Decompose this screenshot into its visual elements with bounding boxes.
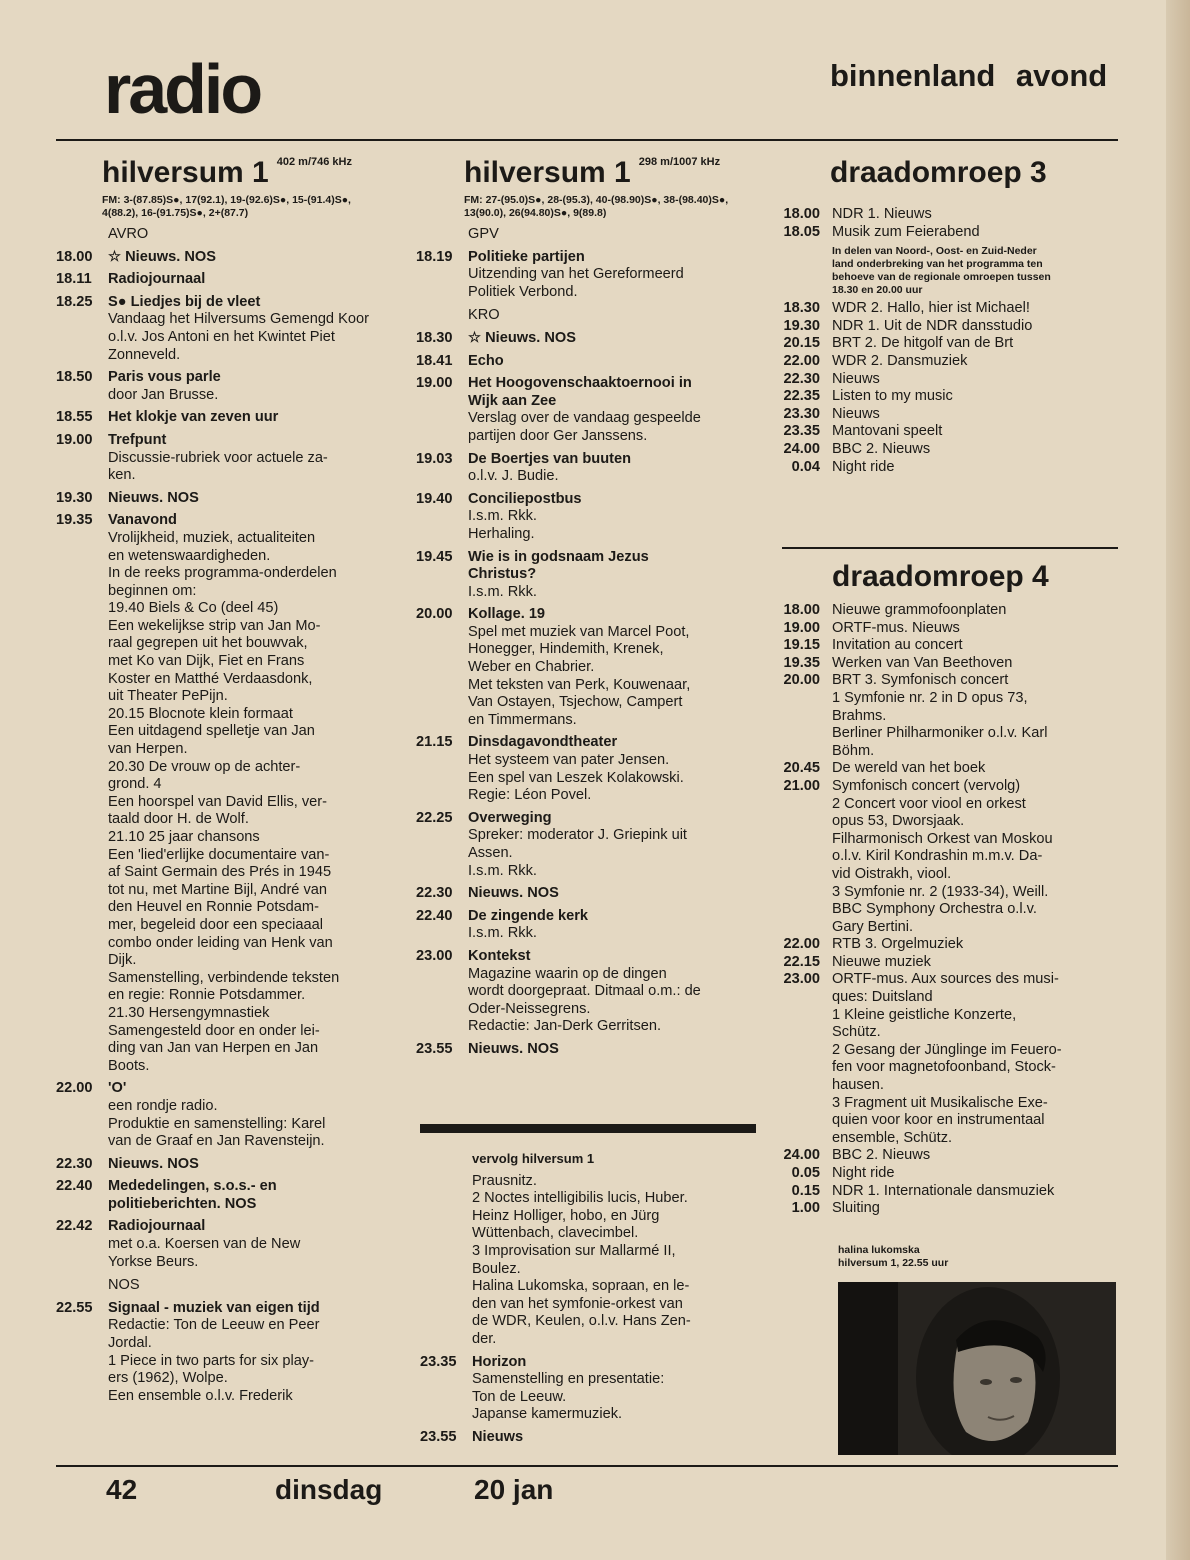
program-description: Nieuwe muziek xyxy=(832,953,931,970)
program-entry xyxy=(780,778,1120,936)
program-time: 20.15 xyxy=(783,335,820,352)
program-entry xyxy=(56,1178,376,1213)
broadcaster-label: NOS xyxy=(108,1277,140,1294)
program-time: 20.00 xyxy=(783,672,820,689)
program-entry xyxy=(780,388,1120,406)
program-list xyxy=(416,226,761,1059)
station-title: hilversum 1 xyxy=(464,156,631,189)
program-description: De wereld van het boek xyxy=(832,760,986,777)
program-description: WDR 2. Dansmuziek xyxy=(832,352,968,369)
program-description: Werken van Van Beethoven xyxy=(832,654,1013,671)
program-time: 22.42 xyxy=(56,1218,93,1235)
program-entry xyxy=(780,353,1120,371)
program-entry xyxy=(780,971,1120,1147)
program-description: door Jan Brusse. xyxy=(108,386,219,403)
program-title: De zingende kerk xyxy=(468,907,589,924)
program-description: ORTF-mus. Aux sources des musi- ques: Duitsland 1 Kleine geistliche Konzerte, Schütz. 2 Gesang der Jünglinge im Feuero- fen voor magnetofoonband, Stock- hausen. 3 Fragment uit Musikalische Exe- quien voor koor en instrumentaal ensemble, Schütz. xyxy=(832,971,1062,1146)
program-description: Spel met muziek van Marcel Poot, Honegger, Hindemith, Krenek, Weber en Chabrier. Met teksten van Perk, Kouwenaar, Van Ostayen, Tsjechow, Campert en Timmermans. xyxy=(468,623,691,728)
program-entry xyxy=(416,810,761,880)
program-time: 19.00 xyxy=(783,619,820,636)
program-time: 19.40 xyxy=(416,490,453,507)
program-time: 18.55 xyxy=(56,409,93,426)
program-description: Musik zum Feierabend xyxy=(832,223,980,240)
program-time: 18.00 xyxy=(56,248,93,265)
program-time: 18.00 xyxy=(783,206,820,222)
program-description: BRT 2. De hitgolf van de Brt xyxy=(832,335,1014,352)
program-description: Sluiting xyxy=(832,1200,880,1217)
page-title: radio xyxy=(104,50,261,128)
program-time: 19.35 xyxy=(783,654,820,671)
program-entry xyxy=(416,908,761,943)
program-description: Het systeem van pater Jensen. Een spel van Leszek Kolakowski. Regie: Léon Povel. xyxy=(468,752,684,804)
frequency: 298 m/1007 kHz xyxy=(638,156,721,168)
program-title: Kollage. 19 xyxy=(468,606,546,623)
program-title: Het klokje van zeven uur xyxy=(108,409,279,426)
program-title: Radiojournaal xyxy=(108,271,206,288)
station-title: draadomroep 4 xyxy=(832,560,1049,593)
program-entry xyxy=(416,451,761,486)
program-description: Symfonisch concert (vervolg) 2 Concert voor viool en orkest opus 53, Dworsjaak. Filharmonisch Orkest van Moskou o.l.v. Kiril Kondrashin m.m.v. Da- vid Oistrakh, viool. 3 Symfonie nr. 2 (1933-34), Weill. BBC Symphony Orchestra o.l.v. Gary Bertini. xyxy=(832,777,1053,935)
column-divider-bar xyxy=(420,1124,756,1133)
program-entry xyxy=(56,409,376,427)
program-time: 19.30 xyxy=(56,489,93,506)
program-title: Politieke partijen xyxy=(468,248,585,265)
program-title: Radiojournaal xyxy=(108,1218,206,1235)
program-description: Night ride xyxy=(832,458,895,475)
program-description: Nieuws xyxy=(832,405,880,422)
section-heading: binnenland avond xyxy=(830,58,1108,93)
program-time: 18.30 xyxy=(416,329,453,346)
program-entry xyxy=(780,206,1120,224)
program-description: met o.a. Koersen van de New Yorkse Beurs. xyxy=(108,1236,301,1270)
fm-frequencies: FM: 3-(87.85)S●, 17(92.1), 19-(92.6)S●, 15-(91.4)S●, 4(88.2), 16-(91.75)S●, 2+(87.7) xyxy=(102,194,351,219)
program-description: Vandaag het Hilversums Gemengd Koor o.l.v. Jos Antoni en het Kwintet Piet Zonneveld. xyxy=(108,311,369,363)
program-description: Magazine waarin op de dingen wordt doorgepraat. Ditmaal o.m.: de Oder-Neissegrens. Redactie: Jan-Derk Gerritsen. xyxy=(468,965,701,1035)
program-time: 1.00 xyxy=(791,1200,820,1217)
program-entry xyxy=(56,1218,376,1271)
program-time: 19.03 xyxy=(416,450,453,467)
program-entry xyxy=(420,1429,765,1447)
program-time: 21.15 xyxy=(416,734,453,751)
continued-list xyxy=(420,1173,765,1447)
program-time: 23.30 xyxy=(783,405,820,422)
program-time: 20.45 xyxy=(783,760,820,777)
page-edge xyxy=(1166,0,1190,1560)
column-draadomroep-3 xyxy=(780,158,1120,476)
program-time: 19.45 xyxy=(416,548,453,565)
program-title: Conciliepostbus xyxy=(468,490,582,507)
program-entry xyxy=(780,936,1120,954)
program-entry xyxy=(780,441,1120,459)
program-entry xyxy=(780,760,1120,778)
program-description: I.s.m. Rkk. xyxy=(468,925,537,942)
program-description: Verslag over de vandaag gespeelde partijen door Ger Janssens. xyxy=(468,410,701,444)
program-entry xyxy=(780,1147,1120,1165)
program-entry xyxy=(780,672,1120,760)
program-entry xyxy=(780,371,1120,389)
program-time: 22.30 xyxy=(56,1155,93,1172)
program-title: Signaal - muziek van eigen tijd xyxy=(108,1299,320,1316)
program-description: Listen to my music xyxy=(832,388,953,405)
program-time: 20.00 xyxy=(416,606,453,623)
program-description: I.s.m. Rkk. xyxy=(468,583,537,600)
program-title: Trefpunt xyxy=(108,431,167,448)
program-title: Het Hoogovenschaaktoernooi in Wijk aan Zee xyxy=(468,375,692,409)
program-description: WDR 2. Hallo, hier ist Michael! xyxy=(832,300,1030,317)
program-entry xyxy=(56,369,376,404)
program-description: Night ride xyxy=(832,1165,895,1181)
program-time: 0.15 xyxy=(791,1182,820,1199)
program-entry xyxy=(780,459,1120,477)
program-title: Nieuws. NOS xyxy=(108,489,199,506)
program-entry xyxy=(780,318,1120,336)
program-time: 22.00 xyxy=(783,936,820,953)
program-time: 22.40 xyxy=(416,907,453,924)
program-time: 18.00 xyxy=(783,602,820,618)
bottom-rule xyxy=(56,1465,1118,1467)
program-entry xyxy=(780,423,1120,441)
program-entry xyxy=(780,637,1120,655)
program-entry xyxy=(420,1354,765,1424)
program-entry xyxy=(56,294,376,364)
program-time: 19.35 xyxy=(56,512,93,529)
program-entry xyxy=(780,602,1120,620)
program-description: Samenstelling en presentatie: Ton de Leeuw. Japanse kamermuziek. xyxy=(472,1371,665,1423)
program-list xyxy=(780,602,1120,1218)
program-time: 19.30 xyxy=(783,317,820,334)
program-title: Wie is in godsnaam Jezus Christus? xyxy=(468,548,649,583)
program-list xyxy=(780,206,1120,476)
program-title: Mededelingen, s.o.s.- en politieberichten. NOS xyxy=(108,1178,277,1212)
program-title: Horizon xyxy=(472,1353,527,1370)
program-entry xyxy=(416,375,761,445)
program-time: 18.41 xyxy=(416,352,453,369)
program-description: Discussie-rubriek voor actuele za- ken. xyxy=(108,449,328,484)
continued-heading: vervolg hilversum 1 xyxy=(472,1151,595,1166)
program-time: 24.00 xyxy=(783,1147,820,1164)
program-time: 18.11 xyxy=(56,271,92,288)
program-entry xyxy=(56,1080,376,1150)
program-description: I.s.m. Rkk. Herhaling. xyxy=(468,508,537,542)
program-description: BBC 2. Nieuws xyxy=(832,440,931,457)
program-time: 23.55 xyxy=(420,1428,457,1445)
continued-hilversum-1 xyxy=(420,1150,765,1447)
program-description: Prausnitz. 2 Noctes intelligibilis lucis, Huber. Heinz Holliger, hobo, en Jürg Wüttenbach, clavecimbel. 3 Improvisation sur Mallarmé II, Boulez. Halina Lukomska, sopraan, en le- den van het symfonie-orkest van de WDR, Keulen, o.l.v. Hans Zen- der. xyxy=(472,1172,691,1347)
program-description: Redactie: Ton de Leeuw en Peer Jordal. 1 Piece in two parts for six play- ers (1962), Wolpe. Een ensemble o.l.v. Frederik xyxy=(108,1317,320,1404)
column-draadomroep-4 xyxy=(780,562,1120,1218)
program-entry xyxy=(56,490,376,508)
program-title: Nieuws. NOS xyxy=(468,885,559,902)
column-hilversum-1-second xyxy=(416,158,761,1059)
program-entry xyxy=(780,1165,1120,1183)
program-title: Dinsdagavondtheater xyxy=(468,734,618,751)
program-entry xyxy=(420,1173,765,1349)
program-title: Paris vous parle xyxy=(108,369,221,386)
program-title: De Boertjes van buuten xyxy=(468,450,631,467)
program-time: 21.00 xyxy=(783,777,820,794)
program-time: 22.35 xyxy=(783,388,820,405)
program-description: BRT 3. Symfonisch concert 1 Symfonie nr. 2 in D opus 73, Brahms. Berliner Philharmoniker o.l.v. Karl Böhm. xyxy=(832,672,1048,759)
program-entry xyxy=(416,330,761,348)
station-title: hilversum 1 xyxy=(102,156,269,189)
program-title: ☆ Nieuws. NOS xyxy=(468,329,576,346)
program-description: Mantovani speelt xyxy=(832,423,943,440)
program-title: Nieuws. NOS xyxy=(468,1040,559,1057)
program-time: 23.00 xyxy=(783,971,820,988)
footer-date: 20 jan xyxy=(474,1474,554,1505)
broadcaster-label: KRO xyxy=(468,307,500,324)
program-time: 18.05 xyxy=(783,223,820,240)
schedule-note: In delen van Noord-, Oost- en Zuid-Neder land onderbreking van het programma ten behoeve van de regionale omroepen tussen 18.30 en 20.00 uur xyxy=(832,245,1051,297)
program-description: ORTF-mus. Nieuws xyxy=(832,619,960,636)
program-entry xyxy=(780,406,1120,424)
program-description: een rondje radio. Produktie en samenstelling: Karel van de Graaf en Jan Ravensteijn. xyxy=(108,1097,326,1150)
caption-detail: hilversum 1, 22.55 uur xyxy=(838,1257,949,1269)
program-time: 22.55 xyxy=(56,1299,93,1316)
program-description: Nieuwe grammofoonplaten xyxy=(832,602,1007,618)
program-description: Invitation au concert xyxy=(832,637,963,654)
page-number: 42 xyxy=(106,1474,138,1505)
program-time: 22.30 xyxy=(416,885,453,902)
program-time: 19.00 xyxy=(56,431,93,448)
program-time: 23.00 xyxy=(416,947,453,964)
program-time: 18.30 xyxy=(783,300,820,317)
program-title: Echo xyxy=(468,352,504,369)
program-time: 23.35 xyxy=(420,1353,457,1370)
photo-caption xyxy=(838,1244,948,1270)
program-time: 19.00 xyxy=(416,375,453,392)
program-entry xyxy=(56,432,376,485)
top-rule xyxy=(56,139,1118,141)
program-entry xyxy=(416,1041,761,1059)
section-rule xyxy=(782,547,1118,549)
frequency: 402 m/746 kHz xyxy=(276,156,352,168)
program-entry xyxy=(416,606,761,729)
program-list xyxy=(56,226,376,1405)
program-description: Spreker: moderator J. Griepink uit Assen. I.s.m. Rkk. xyxy=(468,827,687,879)
program-description: NDR 1. Nieuws xyxy=(832,206,932,222)
broadcaster-label: AVRO xyxy=(108,226,149,242)
program-time: 22.30 xyxy=(783,370,820,387)
program-title: Overweging xyxy=(468,809,552,826)
program-description: Uitzending van het Gereformeerd Politiek Verbond. xyxy=(468,266,684,300)
program-entry xyxy=(780,1183,1120,1201)
program-time: 22.25 xyxy=(416,809,453,826)
program-time: 18.25 xyxy=(56,293,93,310)
program-time: 22.15 xyxy=(783,953,820,970)
caption-name: halina lukomska xyxy=(838,1244,920,1256)
program-entry xyxy=(416,734,761,804)
program-entry xyxy=(416,353,761,371)
program-entry xyxy=(780,954,1120,972)
portrait-photo xyxy=(838,1282,1116,1455)
program-time: 18.19 xyxy=(416,248,453,265)
broadcaster-label: GPV xyxy=(468,226,499,242)
program-time: 22.40 xyxy=(56,1178,93,1195)
program-entry xyxy=(780,335,1120,353)
program-title: S● Liedjes bij de vleet xyxy=(108,293,261,310)
program-time: 19.15 xyxy=(783,637,820,654)
program-entry xyxy=(56,512,376,1075)
station-title: draadomroep 3 xyxy=(830,156,1047,189)
program-entry xyxy=(416,948,761,1036)
program-description: NDR 1. Internationale dansmuziek xyxy=(832,1182,1055,1199)
program-entry xyxy=(780,655,1120,673)
program-entry xyxy=(416,549,761,602)
program-time: 0.04 xyxy=(791,458,820,475)
program-entry xyxy=(416,885,761,903)
program-time: 23.55 xyxy=(416,1040,453,1057)
program-title: Nieuws xyxy=(472,1428,524,1445)
program-title: ☆ Nieuws. NOS xyxy=(108,248,216,265)
program-time: 18.50 xyxy=(56,369,93,386)
program-entry xyxy=(416,491,761,544)
portrait-image xyxy=(838,1282,1116,1455)
program-entry xyxy=(56,249,376,267)
program-description: NDR 1. Uit de NDR dansstudio xyxy=(832,317,1033,334)
footer-day: dinsdag xyxy=(275,1474,383,1505)
program-time: 0.05 xyxy=(791,1165,820,1181)
program-description: o.l.v. J. Budie. xyxy=(468,468,559,485)
program-description: RTB 3. Orgelmuziek xyxy=(832,936,964,953)
program-description: Nieuws xyxy=(832,370,880,387)
fm-frequencies: FM: 27-(95.0)S●, 28-(95.3), 40-(98.90)S●, 38-(98.40)S●, 13(90.0), 26(94.80)S●, 9(89.8) xyxy=(464,194,729,219)
program-description: BBC 2. Nieuws xyxy=(832,1147,931,1164)
program-time: 24.00 xyxy=(783,440,820,457)
program-entry xyxy=(780,1200,1120,1218)
program-description: Vrolijkheid, muziek, actualiteiten en wetenswaardigheden. In de reeks programma-onderdelen beginnen om: 19.40 Biels & Co (deel 45) Een wekelijkse strip van Jan Mo- raal gegrepen uit het bouwvak, met Ko van Dijk, Fiet en Frans Koster en Matthé Verdaasdonk, uit Theater PePijn. 20.15 Blocnote klein formaat Een uitdagend spelletje van Jan van Herpen. 20.30 De vrouw op de achter- grond. 4 Een hoorspel van David Ellis, ver- taald door H. de Wolf. 21.10 25 jaar chansons Een 'lied'erlijke documentaire van- af Saint Germain des Prés in 1945 tot nu, met Martine Bijl, André van den Heuvel en Ronnie Potsdam- mer, begeleid door een speciaaal combo onder leiding van Henk van Dijk. Samenstelling, verbindende teksten en regie: Ronnie Potsdammer. 21.30 Hersengymnastiek Samengesteld door en onder lei- ding van Jan van Herpen en Jan Boots. xyxy=(108,529,340,1074)
program-entry xyxy=(780,224,1120,242)
program-entry xyxy=(780,300,1120,318)
program-title: 'O' xyxy=(108,1080,127,1097)
program-entry xyxy=(416,249,761,302)
program-time: 22.00 xyxy=(783,352,820,369)
program-time: 23.35 xyxy=(783,423,820,440)
program-title: Nieuws. NOS xyxy=(108,1155,199,1172)
program-title: Vanavond xyxy=(108,512,177,529)
program-entry xyxy=(56,271,376,289)
program-entry xyxy=(56,1300,376,1406)
column-hilversum-1-medium-wave xyxy=(56,158,376,1405)
program-title: Kontekst xyxy=(468,947,531,964)
program-entry xyxy=(780,620,1120,638)
program-entry xyxy=(56,1156,376,1174)
program-time: 22.00 xyxy=(56,1080,93,1097)
